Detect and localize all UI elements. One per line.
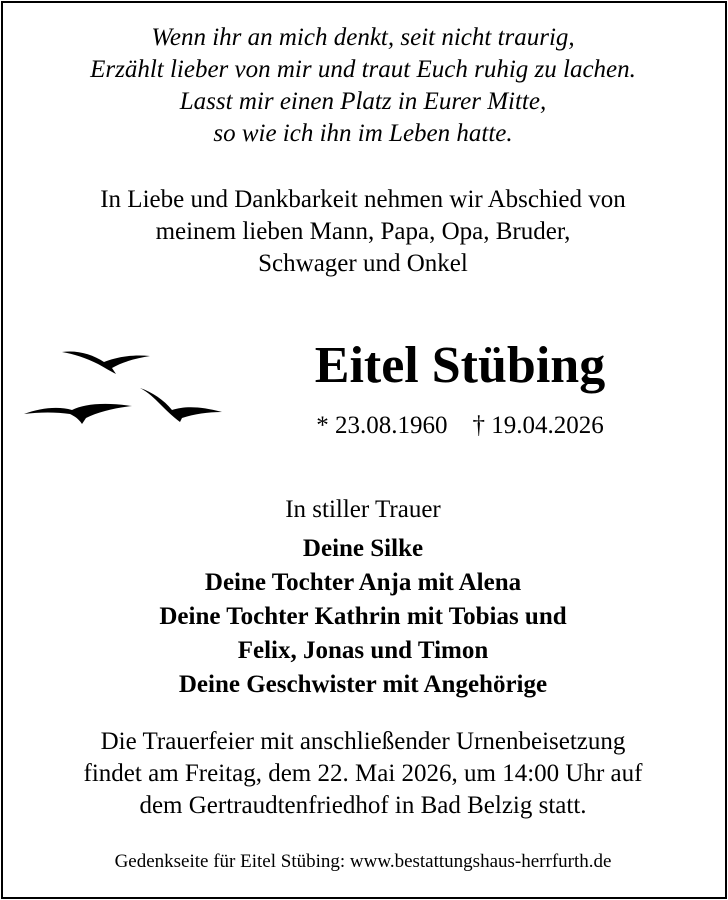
poem-line: Lasst mir einen Platz in Eurer Mitte, xyxy=(179,88,547,115)
mourner-line: Deine Tochter Kathrin mit Tobias und xyxy=(159,603,567,630)
poem-line: Erzählt lieber von mir und traut Euch ruhig zu lachen. xyxy=(90,56,636,83)
life-dates xyxy=(240,410,680,442)
deceased-name: Eitel Stübing xyxy=(314,337,606,394)
date-separator xyxy=(448,412,473,439)
death-date: † 19.04.2026 xyxy=(472,412,604,439)
funeral-line: findet am Freitag, dem 22. Mai 2026, um 14:00 Uhr auf xyxy=(83,760,643,787)
intro-line: meinem lieben Mann, Papa, Opa, Bruder, xyxy=(155,218,571,245)
memorial-page-note: Gedenkseite für Eitel Stübing: www.bestattungshaus-herrfurth.de xyxy=(114,851,612,872)
funeral-info xyxy=(0,726,726,822)
poem-line: so wie ich ihn im Leben hatte. xyxy=(213,120,513,147)
mourner-line: Deine Geschwister mit Angehörige xyxy=(178,671,548,698)
bird-right xyxy=(140,388,222,422)
poem-line: Wenn ihr an mich denkt, seit nicht traurig, xyxy=(151,24,575,51)
farewell-intro xyxy=(0,184,726,280)
mourner-line: Felix, Jonas und Timon xyxy=(237,637,489,664)
mourners-list xyxy=(0,532,726,702)
bird-left xyxy=(24,404,132,424)
mourner-line: Deine Tochter Anja mit Alena xyxy=(204,569,522,596)
mourner-line: Deine Silke xyxy=(302,535,424,562)
flying-birds-icon xyxy=(22,340,237,430)
mourning-intro: In stiller Trauer xyxy=(285,496,441,523)
intro-line: In Liebe und Dankbarkeit nehmen wir Abschied von xyxy=(100,186,626,213)
intro-line: Schwager und Onkel xyxy=(258,250,468,277)
poem xyxy=(0,22,726,150)
funeral-line: Die Trauerfeier mit anschließender Urnenbeisetzung xyxy=(100,728,626,755)
funeral-line: dem Gertraudtenfriedhof in Bad Belzig statt. xyxy=(139,792,587,819)
birth-date: * 23.08.1960 xyxy=(316,412,448,439)
bird-top xyxy=(62,351,150,374)
